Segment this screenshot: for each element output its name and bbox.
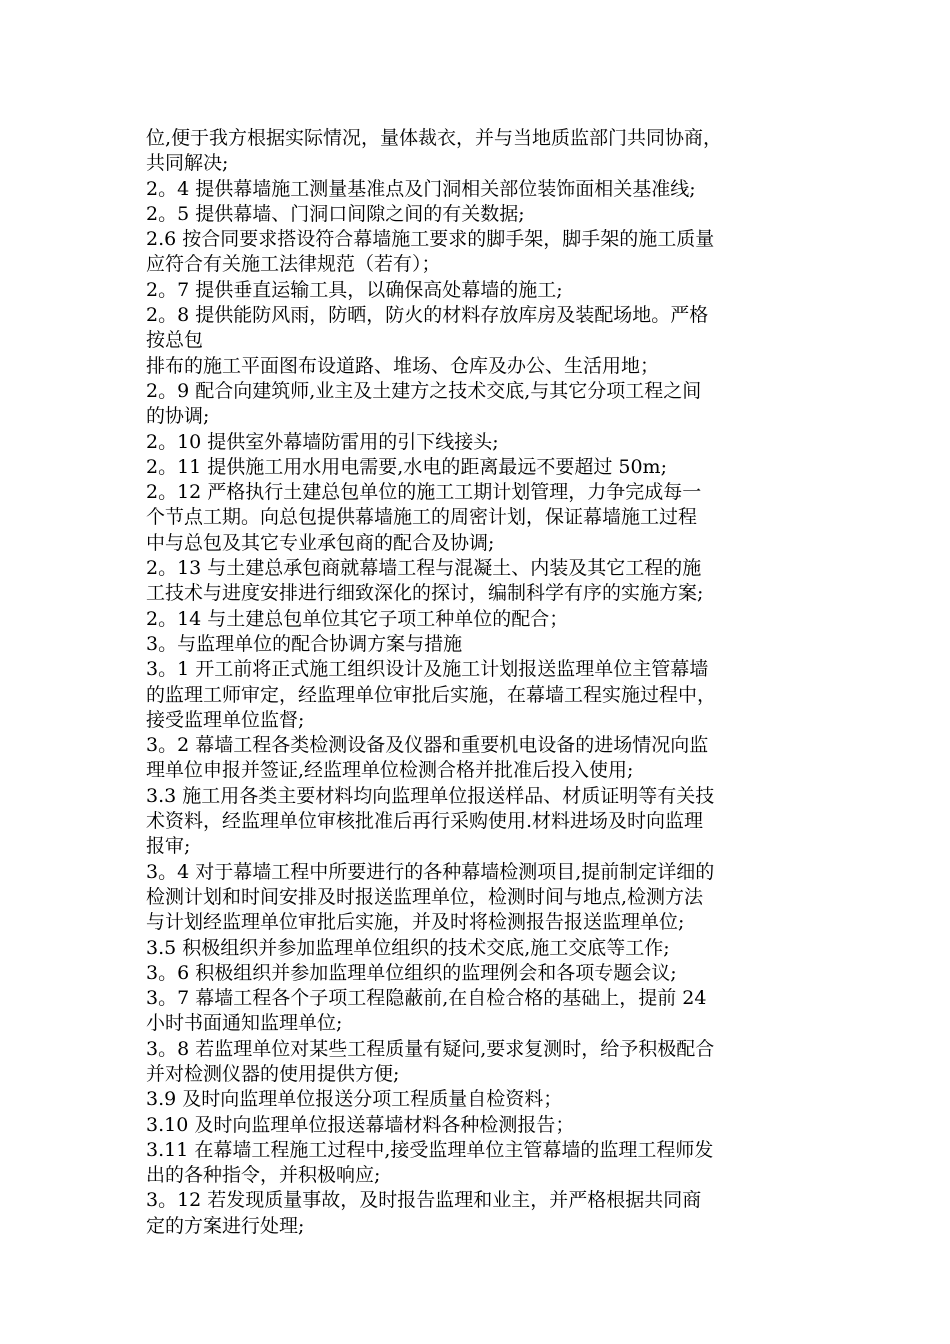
paragraph: 3.10 及时向监理单位报送幕墙材料各种检测报告； [146, 1113, 575, 1136]
section-heading: 3。与监理单位的配合协调方案与措施 [146, 632, 463, 655]
paragraph: 2。8 提供能防风雨，防晒，防火的材料存放库房及装配场地。严格 按总包 排布的施工平面图布设道路、堆场、仓库及办公、生活用地； [146, 304, 709, 377]
paragraph: 位,便于我方根据实际情况，量体裁衣，并与当地质监部门共同协商， 共同解决; [146, 127, 723, 175]
paragraph: 3。7 幕墙工程各个子项工程隐蔽前,在自检合格的基础上，提前 24 小时书面通知监理单位; [146, 987, 707, 1035]
paragraph: 2。11 提供施工用水用电需要,水电的距离最远不要超过 50m; [146, 455, 667, 478]
paragraph: 2。12 严格执行土建总包单位的施工工期计划管理，力争完成每一 个节点工期。向总包提供幕墙施工的周密计划，保证幕墙施工过程 中与总包及其它专业承包商的配合及协调; [146, 481, 702, 554]
paragraph: 3.11 在幕墙工程施工过程中,接受监理单位主管幕墙的监理工程师发 出的各种指令，并积极响应; [146, 1138, 714, 1187]
paragraph: 3.5 积极组织并参加监理单位组织的技术交底,施工交底等工作; [146, 936, 670, 959]
paragraph: 2。14 与土建总包单位其它子项工种单位的配合； [146, 607, 569, 630]
paragraph: 3。12 若发现质量事故，及时报告监理和业主，并严格根据共同商 定的方案进行处理; [146, 1189, 702, 1237]
paragraph: 2。10 提供室外幕墙防雷用的引下线接头; [146, 430, 499, 453]
paragraph: 2。5 提供幕墙、门洞口间隙之间的有关数据; [146, 202, 525, 225]
paragraph: 2。7 提供垂直运输工具，以确保高处幕墙的施工; [146, 278, 563, 301]
paragraph: 2。9 配合向建筑师,业主及土建方之技术交底,与其它分项工程之间 的协调; [146, 379, 702, 428]
paragraph: 3.3 施工用各类主要材料均向监理单位报送样品、材质证明等有关技 术资料，经监理单位审核批准后再行采购使用.材料进场及时向监理 报审; [146, 784, 715, 858]
paragraph: 2.6 按合同要求搭设符合幕墙施工要求的脚手架，脚手架的施工质量 应符合有关施工法律规范（若有）； [146, 228, 715, 276]
paragraph: 3。8 若监理单位对某些工程质量有疑问,要求复测时，给予积极配合 并对检测仪器的使用提供方便; [146, 1037, 715, 1085]
paragraph: 3。4 对于幕墙工程中所要进行的各种幕墙检测项目,提前制定详细的 检测计划和时间安排及时报送监理单位，检测时间与地点,检测方法 与计划经监理单位审批后实施，并及时将检测报告报送监理单位; [146, 860, 715, 934]
paragraph: 3。1 开工前将正式施工组织设计及施工计划报送监理单位主管幕墙 的监理工师审定，经监理单位审批后实施，在幕墙工程实施过程中， 接受监理单位监督; [146, 658, 717, 731]
paragraph: 2。4 提供幕墙施工测量基准点及门洞相关部位装饰面相关基准线; [146, 177, 696, 200]
paragraph: 2。13 与土建总承包商就幕墙工程与混凝土、内装及其它工程的施 工技术与进度安排进行细致深化的探讨，编制科学有序的实施方案; [146, 557, 704, 605]
paragraph: 3.9 及时向监理单位报送分项工程质量自检资料； [146, 1088, 563, 1111]
paragraph: 3。2 幕墙工程各类检测设备及仪器和重要机电设备的进场情况向监 理单位申报并签证,经监理单位检测合格并批准后投入使用; [146, 734, 709, 782]
document-page [146, 126, 812, 1239]
paragraph: 3。6 积极组织并参加监理单位组织的监理例会和各项专题会议; [146, 961, 677, 984]
